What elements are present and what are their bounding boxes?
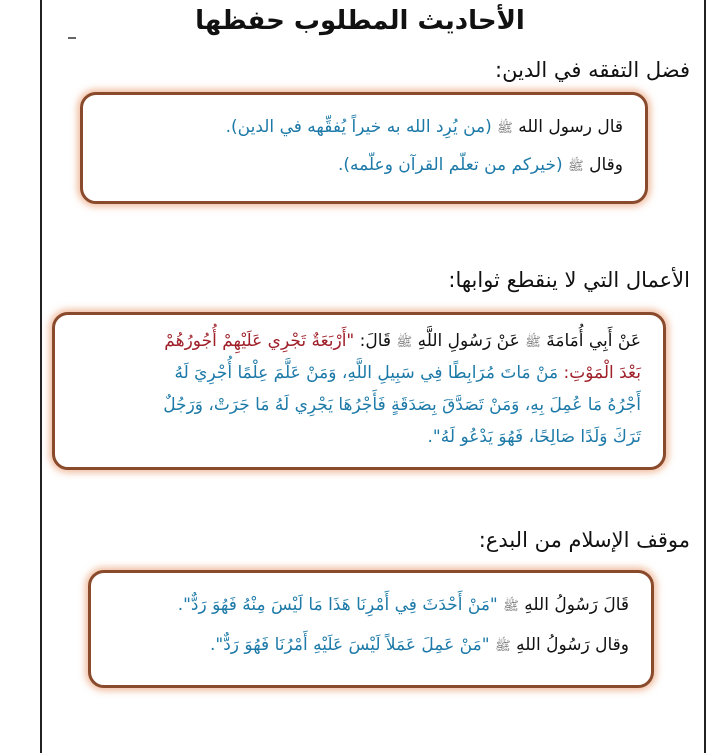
hadith-line: أَجْرُهُ مَا عُمِلَ بِهِ، وَمَنْ تَصَدَّقَ بِصَدَقَةٍ فَأَجْرُهَا يَجْرِي لَهُ مَا جَرَتْ، وَرَجُلٌ [163, 395, 641, 415]
hadith-line [73, 331, 641, 353]
hadith-quote: "مَنْ عَمِلَ عَمَلاً لَيْسَ عَلَيْهِ أَمْرُنَا فَهُوَ رَدٌّ". [210, 635, 490, 655]
section-heading-fiqh: فضل التفقه في الدين: [495, 58, 690, 82]
section-heading-innovation: موقف الإسلام من البدع: [478, 528, 690, 552]
salutation-symbol: ﷺ [503, 599, 519, 614]
narrator: عَنْ أَبِي أُمَامَةَ [546, 331, 641, 351]
page-border-left [40, 0, 42, 753]
salutation-symbol: ﷺ [497, 121, 513, 136]
section-heading-deeds: الأعمال التي لا ينقطع ثوابها: [448, 268, 690, 292]
salutation-symbol: ﷺ [396, 335, 413, 350]
hadith-quote-red: "أَرْبَعَةٌ تَجْرِي عَلَيْهِمْ أُجُورُهُمْ [164, 331, 355, 351]
narration-source: عَنْ رَسُولِ اللَّهِ [417, 331, 520, 351]
hadith-box-innovation [88, 570, 654, 688]
page-border-right [704, 0, 706, 753]
narration-intro: قال رسول الله [518, 117, 623, 137]
hadith-quote: (من يُرِد الله به خيراً يُفقِّهه في الدين). [225, 117, 492, 137]
hadith-quote: مَنْ مَاتَ مُرَابِطًا فِي سَبِيلِ اللَّهِ، وَمَنْ عَلَّمَ عِلْمًا أُجْرِيَ لَهُ [174, 363, 559, 383]
salutation-symbol: ﷺ [568, 159, 584, 174]
margin-mark [68, 37, 76, 39]
narration-said: قَالَ: [359, 331, 392, 351]
salutation-symbol: ﷺ [494, 639, 511, 654]
hadith-box-deeds [52, 312, 666, 470]
hadith-box-fiqh [80, 92, 648, 204]
hadith-line [101, 155, 623, 177]
hadith-quote-red: بَعْدَ الْمَوْتِ: [563, 363, 641, 383]
narration-intro: قَالَ رَسُولُ اللهِ [524, 595, 629, 615]
salutation-symbol: ﷺ [525, 335, 541, 350]
page-title: الأحاديث المطلوب حفظها [195, 6, 525, 36]
narration-intro: وقال رَسُولُ اللهِ [516, 635, 629, 655]
hadith-quote: "مَنْ أَحْدَثَ فِي أَمْرِنَا هَذَا مَا لَيْسَ مِنْهُ فَهُوَ رَدٌّ". [177, 595, 498, 615]
hadith-line [109, 635, 629, 657]
hadith-line [101, 117, 623, 139]
narration-intro: وقال [589, 155, 623, 175]
hadith-quote: (خيركم من تعلّم القرآن وعلّمه). [337, 155, 563, 175]
hadith-line [109, 595, 629, 617]
hadith-line: تَرَكَ وَلَدًا صَالِحًا، فَهُوَ يَدْعُو لَهُ". [427, 427, 641, 447]
hadith-line [73, 363, 641, 383]
